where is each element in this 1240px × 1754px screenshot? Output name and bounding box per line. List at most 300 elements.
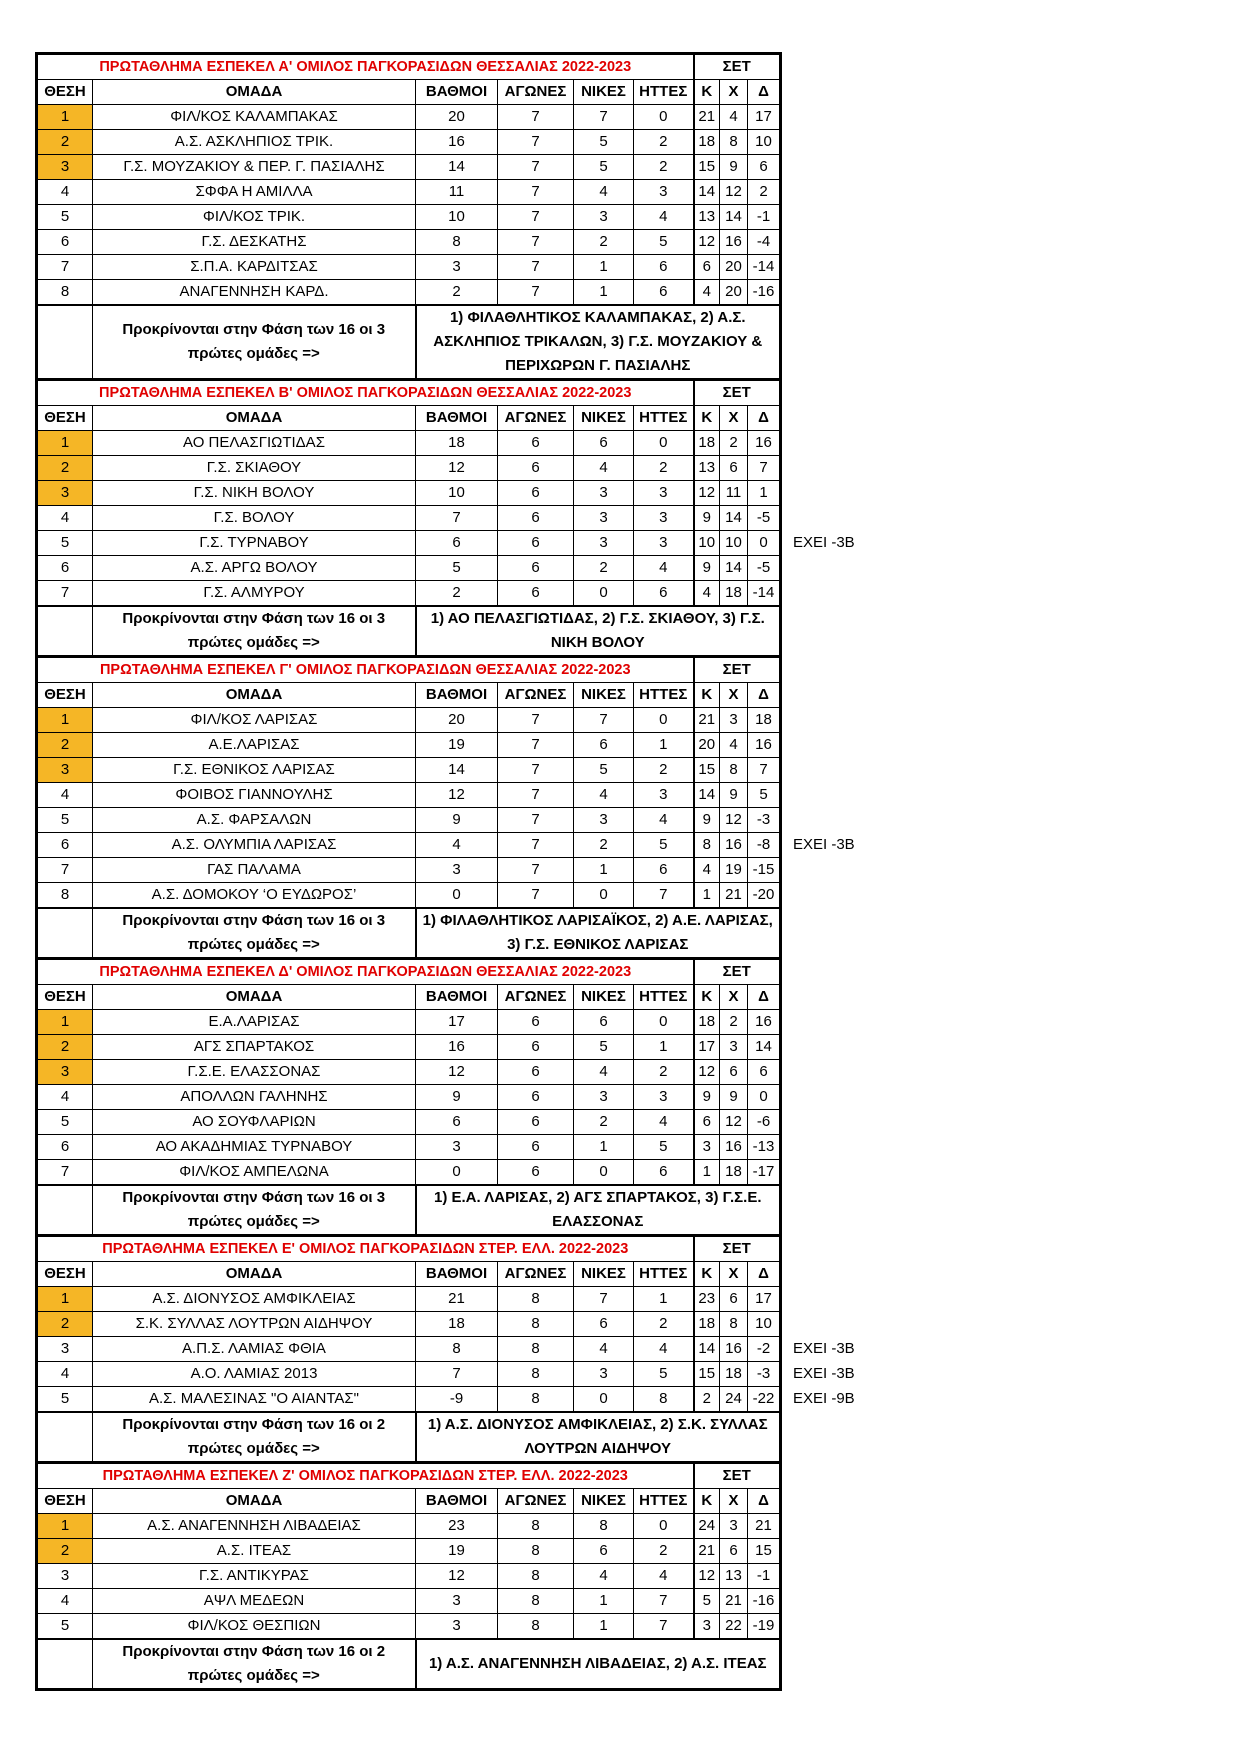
sets-lost-cell: 19 — [720, 858, 748, 883]
team-name-cell: Α.Σ. ΑΣΚΛΗΠΙΟΣ ΤΡΙΚ. — [93, 130, 416, 155]
team-name-cell: ΑΝΑΓΕΝΝΗΣΗ ΚΑΡΔ. — [93, 280, 416, 306]
position-cell: 7 — [37, 858, 93, 883]
position-cell: 2 — [37, 1312, 93, 1337]
sets-won-cell: 5 — [694, 1589, 720, 1614]
sets-won-cell: 18 — [694, 130, 720, 155]
sets-lost-cell: 6 — [720, 1539, 748, 1564]
qualified-teams: 1) Α.Σ. ΔΙΟΝΥΣΟΣ ΑΜΦΙΚΛΕΙΑΣ, 2) Σ.Κ. ΣΥΛΛΑΣ ΛΟΥΤΡΩΝ ΑΙΔΗΨΟΥ — [416, 1412, 781, 1463]
position-cell: 4 — [37, 180, 93, 205]
sets-won-cell: 14 — [694, 180, 720, 205]
losses-cell: 3 — [634, 506, 694, 531]
position-cell: 3 — [37, 1337, 93, 1362]
losses-cell: 0 — [634, 1010, 694, 1035]
sets-diff-cell: 5 — [748, 783, 781, 808]
games-header: ΑΓΩΝΕΣ — [498, 406, 574, 431]
team-name-cell: ΑΟ ΠΕΛΑΣΓΙΩΤΙΔΑΣ — [93, 431, 416, 456]
team-row — [37, 481, 781, 506]
games-cell: 8 — [498, 1312, 574, 1337]
team-name-cell: Γ.Σ. ΑΝΤΙΚΥΡΑΣ — [93, 1564, 416, 1589]
losses-cell: 2 — [634, 1060, 694, 1085]
games-header: ΑΓΩΝΕΣ — [498, 80, 574, 105]
sets-lost-header: Χ — [720, 1489, 748, 1514]
sets-won-cell: 6 — [694, 255, 720, 280]
sets-won-cell: 21 — [694, 105, 720, 130]
sets-lost-cell: 22 — [720, 1614, 748, 1640]
wins-cell: 6 — [574, 733, 634, 758]
column-header-row — [37, 985, 781, 1010]
wins-cell: 1 — [574, 1614, 634, 1640]
losses-cell: 7 — [634, 1614, 694, 1640]
team-row — [37, 556, 781, 581]
losses-cell: 4 — [634, 808, 694, 833]
losses-cell: 6 — [634, 255, 694, 280]
sets-lost-cell: 14 — [720, 205, 748, 230]
position-cell: 6 — [37, 230, 93, 255]
games-cell: 7 — [498, 205, 574, 230]
games-cell: 6 — [498, 431, 574, 456]
position-header: ΘΕΣΗ — [37, 1489, 93, 1514]
points-cell: -9 — [416, 1387, 498, 1413]
wins-header: ΝΙΚΕΣ — [574, 1262, 634, 1287]
wins-cell: 1 — [574, 280, 634, 306]
position-header: ΘΕΣΗ — [37, 1262, 93, 1287]
sets-diff-cell: -8 — [748, 833, 781, 858]
sets-diff-cell: -1 — [748, 1564, 781, 1589]
team-row — [37, 1085, 781, 1110]
position-cell: 7 — [37, 255, 93, 280]
position-cell: 4 — [37, 1362, 93, 1387]
sets-won-header: Κ — [694, 1489, 720, 1514]
sets-lost-cell: 14 — [720, 556, 748, 581]
points-cell: 8 — [416, 230, 498, 255]
position-cell: 5 — [37, 1110, 93, 1135]
sets-lost-cell: 8 — [720, 758, 748, 783]
sets-won-cell: 10 — [694, 531, 720, 556]
qualification-label: Προκρίνονται στην Φάση των 16 οι 2 πρώτες ομάδες => — [93, 1412, 416, 1463]
games-cell: 7 — [498, 230, 574, 255]
position-cell: 4 — [37, 1085, 93, 1110]
group-title: ΠΡΩΤΑΘΛΗΜΑ ΕΣΠΕΚΕΛ Δ' ΟΜΙΛΟΣ ΠΑΓΚΟΡΑΣΙΔΩΝ ΘΕΣΣΑΛΙΑΣ 2022-2023 — [37, 959, 694, 985]
penalty-note: ΕΧΕΙ -3Β — [793, 836, 855, 853]
losses-cell: 1 — [634, 733, 694, 758]
wins-cell: 5 — [574, 1035, 634, 1060]
points-cell: 6 — [416, 1110, 498, 1135]
column-header-row — [37, 683, 781, 708]
sets-lost-cell: 18 — [720, 1362, 748, 1387]
team-name-cell: Γ.Σ. ΜΟΥΖΑΚΙΟΥ & ΠΕΡ. Γ. ΠΑΣΙΑΛΗΣ — [93, 155, 416, 180]
penalty-note: ΕΧΕΙ -3Β — [793, 534, 855, 551]
games-cell: 7 — [498, 833, 574, 858]
sets-diff-cell: -16 — [748, 280, 781, 306]
team-name-cell: Γ.Σ. ΑΛΜΥΡΟΥ — [93, 581, 416, 607]
sets-diff-cell: -14 — [748, 581, 781, 607]
qualification-row — [37, 908, 781, 959]
losses-cell: 3 — [634, 1085, 694, 1110]
position-cell: 1 — [37, 1010, 93, 1035]
sets-lost-cell: 2 — [720, 1010, 748, 1035]
losses-header: ΗΤΤΕΣ — [634, 1489, 694, 1514]
team-name-cell: Ε.Α.ΛΑΡΙΣΑΣ — [93, 1010, 416, 1035]
sets-lost-cell: 13 — [720, 1564, 748, 1589]
losses-header: ΗΤΤΕΣ — [634, 985, 694, 1010]
wins-cell: 2 — [574, 1110, 634, 1135]
position-cell: 2 — [37, 1539, 93, 1564]
sets-lost-header: Χ — [720, 683, 748, 708]
points-cell: 20 — [416, 105, 498, 130]
games-header: ΑΓΩΝΕΣ — [498, 683, 574, 708]
qualification-row — [37, 1639, 781, 1690]
team-row — [37, 1387, 781, 1413]
sets-won-cell: 2 — [694, 1387, 720, 1413]
sets-header: ΣΕΤ — [694, 54, 781, 80]
qualification-label: Προκρίνονται στην Φάση των 16 οι 3 πρώτες ομάδες => — [93, 1185, 416, 1236]
team-row — [37, 1035, 781, 1060]
team-name-cell: Α.Π.Σ. ΛΑΜΙΑΣ ΦΘΙΑ — [93, 1337, 416, 1362]
games-cell: 6 — [498, 456, 574, 481]
sets-diff-cell: -3 — [748, 808, 781, 833]
position-cell: 3 — [37, 1564, 93, 1589]
wins-cell: 4 — [574, 1060, 634, 1085]
position-cell: 7 — [37, 581, 93, 607]
losses-cell: 2 — [634, 155, 694, 180]
team-row — [37, 1110, 781, 1135]
group-title: ΠΡΩΤΑΘΛΗΜΑ ΕΣΠΕΚΕΛ Β' ΟΜΙΛΟΣ ΠΑΓΚΟΡΑΣΙΔΩΝ ΘΕΣΣΑΛΙΑΣ 2022-2023 — [37, 380, 694, 406]
sets-won-cell: 14 — [694, 783, 720, 808]
sets-won-cell: 4 — [694, 581, 720, 607]
qualification-row — [37, 1412, 781, 1463]
games-cell: 7 — [498, 130, 574, 155]
sets-won-cell: 18 — [694, 1312, 720, 1337]
sets-diff-header: Δ — [748, 80, 781, 105]
games-cell: 6 — [498, 556, 574, 581]
sets-diff-cell: 10 — [748, 130, 781, 155]
sets-won-cell: 15 — [694, 758, 720, 783]
points-cell: 6 — [416, 531, 498, 556]
sets-won-header: Κ — [694, 80, 720, 105]
sets-won-cell: 1 — [694, 883, 720, 909]
team-name-cell: Α.Ε.ΛΑΡΙΣΑΣ — [93, 733, 416, 758]
points-cell: 12 — [416, 1060, 498, 1085]
games-cell: 6 — [498, 1085, 574, 1110]
games-cell: 7 — [498, 783, 574, 808]
games-cell: 8 — [498, 1589, 574, 1614]
sets-won-cell: 15 — [694, 1362, 720, 1387]
team-name-cell: Σ.Π.Α. ΚΑΡΔΙΤΣΑΣ — [93, 255, 416, 280]
position-cell: 5 — [37, 1387, 93, 1413]
wins-cell: 3 — [574, 205, 634, 230]
sets-diff-cell: 16 — [748, 733, 781, 758]
points-cell: 21 — [416, 1287, 498, 1312]
wins-cell: 8 — [574, 1514, 634, 1539]
losses-cell: 2 — [634, 758, 694, 783]
sets-won-cell: 9 — [694, 556, 720, 581]
sets-lost-header: Χ — [720, 80, 748, 105]
sets-diff-cell: 10 — [748, 1312, 781, 1337]
team-name-cell: Σ.Κ. ΣΥΛΛΑΣ ΛΟΥΤΡΩΝ ΑΙΔΗΨΟΥ — [93, 1312, 416, 1337]
losses-cell: 2 — [634, 130, 694, 155]
sets-diff-cell: -14 — [748, 255, 781, 280]
sets-diff-header: Δ — [748, 683, 781, 708]
losses-cell: 5 — [634, 230, 694, 255]
sets-won-cell: 21 — [694, 1539, 720, 1564]
games-cell: 6 — [498, 506, 574, 531]
points-cell: 10 — [416, 481, 498, 506]
position-cell: 6 — [37, 833, 93, 858]
sets-lost-cell: 21 — [720, 1589, 748, 1614]
sets-won-cell: 9 — [694, 506, 720, 531]
losses-cell: 2 — [634, 1312, 694, 1337]
team-name-cell: ΦΙΛ/ΚΟΣ ΑΜΠΕΛΩΝΑ — [93, 1160, 416, 1186]
team-row — [37, 783, 781, 808]
wins-header: ΝΙΚΕΣ — [574, 80, 634, 105]
team-name-cell: Α.Σ. ΔΙΟΝΥΣΟΣ ΑΜΦΙΚΛΕΙΑΣ — [93, 1287, 416, 1312]
position-header: ΘΕΣΗ — [37, 80, 93, 105]
wins-cell: 6 — [574, 431, 634, 456]
team-name-cell: ΦΙΛ/ΚΟΣ ΘΕΣΠΙΩΝ — [93, 1614, 416, 1640]
sets-won-cell: 6 — [694, 1110, 720, 1135]
sets-diff-cell: 7 — [748, 758, 781, 783]
wins-cell: 2 — [574, 833, 634, 858]
sets-diff-cell: 14 — [748, 1035, 781, 1060]
sets-lost-cell: 11 — [720, 481, 748, 506]
team-row — [37, 1614, 781, 1640]
team-header: ΟΜΑΔΑ — [93, 985, 416, 1010]
team-header: ΟΜΑΔΑ — [93, 683, 416, 708]
games-cell: 7 — [498, 708, 574, 733]
points-header: ΒΑΘΜΟΙ — [416, 406, 498, 431]
team-name-cell: Γ.Σ. ΔΕΣΚΑΤΗΣ — [93, 230, 416, 255]
group-title-row — [37, 380, 781, 406]
team-row — [37, 531, 781, 556]
sets-won-cell: 3 — [694, 1614, 720, 1640]
sets-lost-cell: 18 — [720, 1160, 748, 1186]
games-cell: 7 — [498, 883, 574, 909]
team-header: ΟΜΑΔΑ — [93, 406, 416, 431]
sets-diff-cell: -5 — [748, 506, 781, 531]
team-row — [37, 1362, 781, 1387]
sets-won-cell: 17 — [694, 1035, 720, 1060]
sets-lost-cell: 8 — [720, 130, 748, 155]
sets-diff-cell: 21 — [748, 1514, 781, 1539]
sets-won-cell: 15 — [694, 155, 720, 180]
team-name-cell: Α.Σ. ΔΟΜΟΚΟΥ ‘Ο ΕΥΔΩΡΟΣ’ — [93, 883, 416, 909]
losses-cell: 6 — [634, 1160, 694, 1186]
position-cell: 6 — [37, 556, 93, 581]
losses-cell: 0 — [634, 105, 694, 130]
points-cell: 9 — [416, 808, 498, 833]
points-cell: 8 — [416, 1337, 498, 1362]
sets-won-header: Κ — [694, 985, 720, 1010]
points-cell: 17 — [416, 1010, 498, 1035]
losses-cell: 7 — [634, 1589, 694, 1614]
sets-won-cell: 12 — [694, 1564, 720, 1589]
losses-cell: 4 — [634, 1110, 694, 1135]
points-cell: 3 — [416, 255, 498, 280]
points-cell: 7 — [416, 506, 498, 531]
points-cell: 16 — [416, 130, 498, 155]
losses-cell: 6 — [634, 280, 694, 306]
games-cell: 7 — [498, 733, 574, 758]
points-cell: 3 — [416, 1614, 498, 1640]
sets-won-header: Κ — [694, 1262, 720, 1287]
team-row — [37, 1539, 781, 1564]
team-header: ΟΜΑΔΑ — [93, 1262, 416, 1287]
points-cell: 14 — [416, 758, 498, 783]
team-row — [37, 1287, 781, 1312]
team-name-cell: Α.Σ. ΙΤΕΑΣ — [93, 1539, 416, 1564]
standings-table — [35, 52, 782, 1691]
losses-cell: 4 — [634, 1337, 694, 1362]
position-cell: 1 — [37, 431, 93, 456]
team-name-cell: Γ.Σ.Ε. ΕΛΑΣΣΟΝΑΣ — [93, 1060, 416, 1085]
team-name-cell: ΦΙΛ/ΚΟΣ ΤΡΙΚ. — [93, 205, 416, 230]
wins-cell: 1 — [574, 858, 634, 883]
games-cell: 6 — [498, 1060, 574, 1085]
games-cell: 8 — [498, 1614, 574, 1640]
losses-cell: 3 — [634, 481, 694, 506]
team-row — [37, 581, 781, 607]
team-name-cell: Γ.Σ. ΤΥΡΝΑΒΟΥ — [93, 531, 416, 556]
points-cell: 5 — [416, 556, 498, 581]
games-cell: 6 — [498, 1135, 574, 1160]
wins-cell: 2 — [574, 556, 634, 581]
wins-cell: 1 — [574, 255, 634, 280]
team-row — [37, 105, 781, 130]
games-header: ΑΓΩΝΕΣ — [498, 985, 574, 1010]
wins-cell: 4 — [574, 783, 634, 808]
sets-lost-cell: 6 — [720, 1287, 748, 1312]
games-cell: 7 — [498, 180, 574, 205]
points-cell: 11 — [416, 180, 498, 205]
sets-lost-cell: 16 — [720, 1135, 748, 1160]
wins-cell: 1 — [574, 1135, 634, 1160]
losses-cell: 0 — [634, 1514, 694, 1539]
penalty-note: ΕΧΕΙ -3Β — [793, 1365, 855, 1382]
team-row — [37, 1312, 781, 1337]
wins-header: ΝΙΚΕΣ — [574, 406, 634, 431]
wins-cell: 4 — [574, 456, 634, 481]
losses-cell: 2 — [634, 1539, 694, 1564]
team-row — [37, 1337, 781, 1362]
games-cell: 6 — [498, 481, 574, 506]
sets-diff-cell: 17 — [748, 1287, 781, 1312]
position-cell: 4 — [37, 783, 93, 808]
qualified-teams: 1) ΑΟ ΠΕΛΑΣΓΙΩΤΙΔΑΣ, 2) Γ.Σ. ΣΚΙΑΘΟΥ, 3) Γ.Σ. ΝΙΚΗ ΒΟΛΟΥ — [416, 606, 781, 657]
sets-diff-cell: 15 — [748, 1539, 781, 1564]
sets-diff-cell: -16 — [748, 1589, 781, 1614]
points-header: ΒΑΘΜΟΙ — [416, 80, 498, 105]
sets-won-cell: 12 — [694, 230, 720, 255]
qualification-label: Προκρίνονται στην Φάση των 16 οι 3 πρώτες ομάδες => — [93, 908, 416, 959]
sets-won-cell: 13 — [694, 456, 720, 481]
sets-diff-cell: 6 — [748, 155, 781, 180]
points-cell: 19 — [416, 1539, 498, 1564]
sets-header: ΣΕΤ — [694, 657, 781, 683]
points-cell: 12 — [416, 783, 498, 808]
team-name-cell: Γ.Σ. ΝΙΚΗ ΒΟΛΟΥ — [93, 481, 416, 506]
team-row — [37, 255, 781, 280]
position-cell: 3 — [37, 481, 93, 506]
sets-lost-cell: 12 — [720, 180, 748, 205]
sets-won-cell: 12 — [694, 1060, 720, 1085]
position-cell: 1 — [37, 1287, 93, 1312]
sets-won-cell: 18 — [694, 431, 720, 456]
sets-lost-cell: 3 — [720, 1035, 748, 1060]
wins-header: ΝΙΚΕΣ — [574, 1489, 634, 1514]
sets-diff-cell: -19 — [748, 1614, 781, 1640]
points-cell: 9 — [416, 1085, 498, 1110]
team-name-cell: Α.Σ. ΑΝΑΓΕΝΝΗΣΗ ΛΙΒΑΔΕΙΑΣ — [93, 1514, 416, 1539]
team-row — [37, 431, 781, 456]
losses-cell: 4 — [634, 1564, 694, 1589]
sets-lost-cell: 20 — [720, 280, 748, 306]
sets-diff-cell: 16 — [748, 431, 781, 456]
games-cell: 6 — [498, 581, 574, 607]
sets-diff-cell: 17 — [748, 105, 781, 130]
wins-cell: 0 — [574, 1160, 634, 1186]
games-cell: 7 — [498, 255, 574, 280]
team-name-cell: Γ.Σ. ΣΚΙΑΘΟΥ — [93, 456, 416, 481]
losses-cell: 5 — [634, 833, 694, 858]
position-cell: 1 — [37, 105, 93, 130]
sets-diff-cell: -4 — [748, 230, 781, 255]
team-row — [37, 205, 781, 230]
team-row — [37, 1060, 781, 1085]
qualification-label: Προκρίνονται στην Φάση των 16 οι 2 πρώτες ομάδες => — [93, 1639, 416, 1690]
points-cell: 18 — [416, 431, 498, 456]
sets-diff-cell: 0 — [748, 531, 781, 556]
wins-cell: 1 — [574, 1589, 634, 1614]
team-row — [37, 733, 781, 758]
position-cell: 8 — [37, 280, 93, 306]
sets-lost-cell: 6 — [720, 1060, 748, 1085]
position-cell: 5 — [37, 531, 93, 556]
sets-won-cell: 4 — [694, 280, 720, 306]
sets-diff-cell: 18 — [748, 708, 781, 733]
position-cell: 2 — [37, 456, 93, 481]
sets-lost-cell: 16 — [720, 1337, 748, 1362]
sets-lost-cell: 6 — [720, 456, 748, 481]
sets-won-cell: 9 — [694, 808, 720, 833]
games-cell: 8 — [498, 1539, 574, 1564]
wins-cell: 5 — [574, 130, 634, 155]
wins-cell: 0 — [574, 1387, 634, 1413]
position-cell: 2 — [37, 1035, 93, 1060]
team-name-cell: ΑΓΣ ΣΠΑΡΤΑΚΟΣ — [93, 1035, 416, 1060]
losses-cell: 5 — [634, 1362, 694, 1387]
team-name-cell: ΦΙΛ/ΚΟΣ ΚΑΛΑΜΠΑΚΑΣ — [93, 105, 416, 130]
losses-cell: 8 — [634, 1387, 694, 1413]
losses-cell: 5 — [634, 1135, 694, 1160]
qualification-blank-cell — [37, 908, 93, 959]
sets-diff-header: Δ — [748, 1262, 781, 1287]
points-cell: 16 — [416, 1035, 498, 1060]
wins-cell: 4 — [574, 180, 634, 205]
sets-header: ΣΕΤ — [694, 959, 781, 985]
losses-header: ΗΤΤΕΣ — [634, 683, 694, 708]
team-name-cell: ΦΟΙΒΟΣ ΓΙΑΝΝΟΥΛΗΣ — [93, 783, 416, 808]
games-header: ΑΓΩΝΕΣ — [498, 1262, 574, 1287]
sets-diff-cell: 2 — [748, 180, 781, 205]
position-cell: 1 — [37, 708, 93, 733]
sets-diff-cell: -1 — [748, 205, 781, 230]
sets-lost-cell: 9 — [720, 155, 748, 180]
column-header-row — [37, 1489, 781, 1514]
sets-lost-cell: 9 — [720, 1085, 748, 1110]
wins-cell: 2 — [574, 230, 634, 255]
team-row — [37, 1589, 781, 1614]
team-row — [37, 456, 781, 481]
